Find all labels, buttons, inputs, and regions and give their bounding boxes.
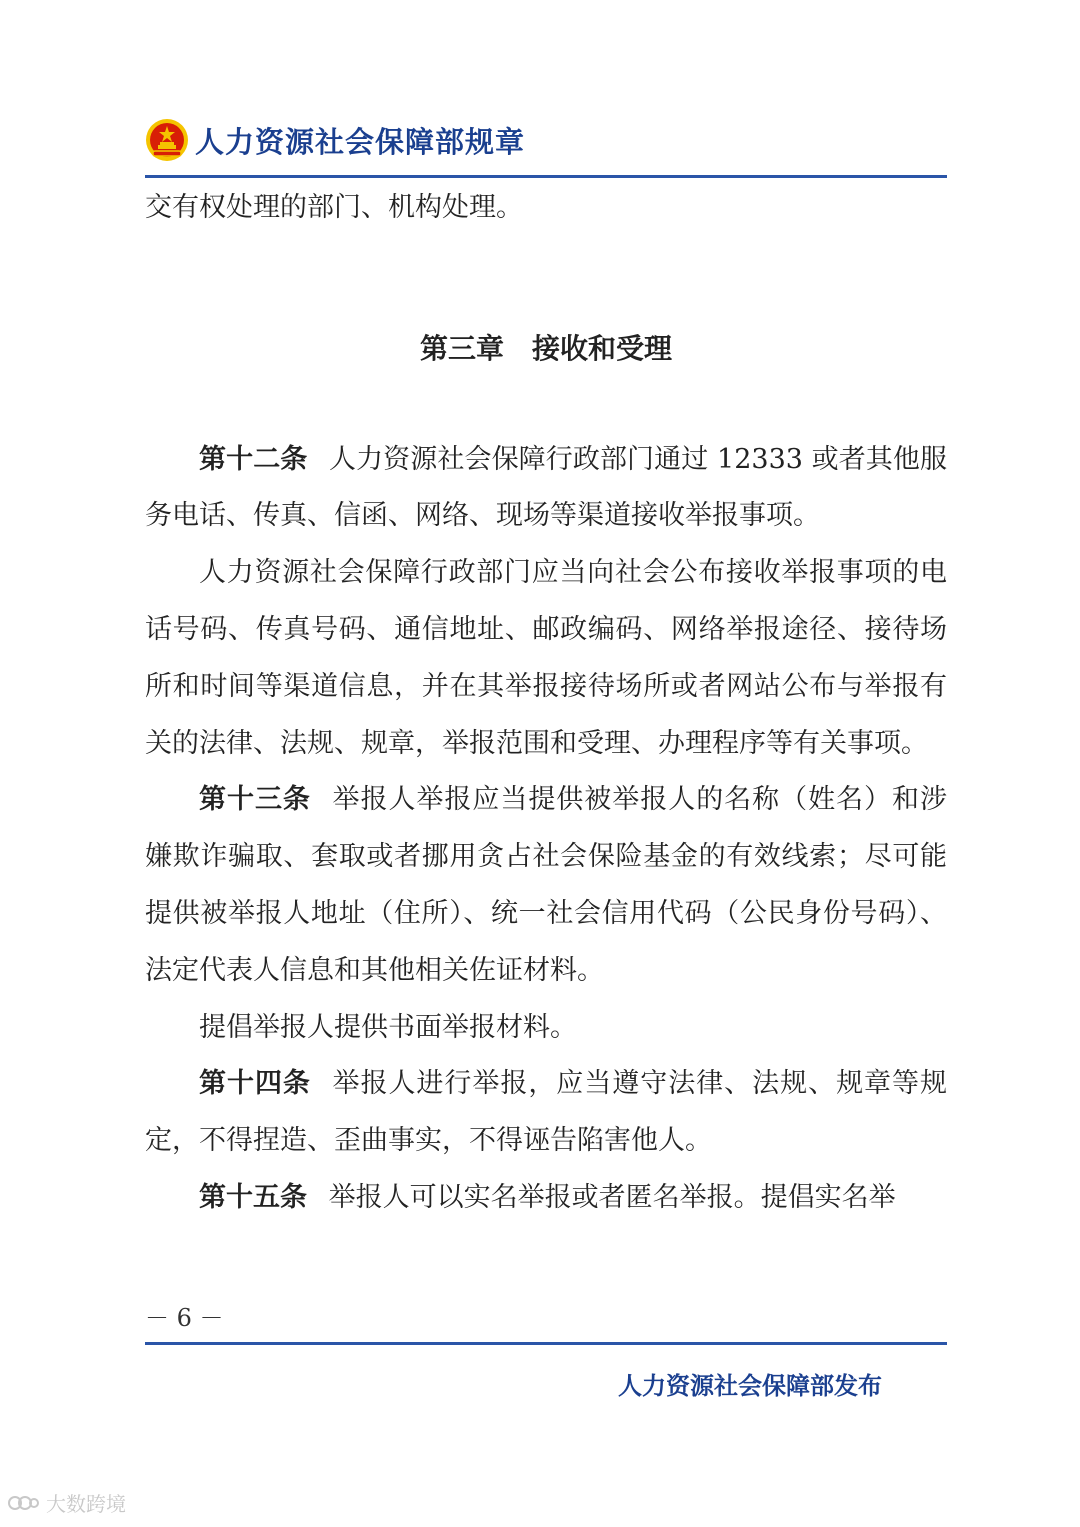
article-label: 第十五条 xyxy=(199,1181,307,1213)
article-text: 举报人可以实名举报或者匿名举报。提倡实名举 xyxy=(328,1181,896,1213)
watermark-text: 大数跨境 xyxy=(46,1492,126,1516)
document-header xyxy=(145,112,525,168)
article-label: 第十四条 xyxy=(199,1068,311,1100)
article-14 xyxy=(145,1056,947,1170)
chapter-title: 第三章 接收和受理 xyxy=(419,331,672,365)
article-text: 举报人举报应当提供被举报人的名称（姓名）和涉嫌欺诈骗取、套取或者挪用贪占社会保险基金的有效线索；尽可能提供被举报人地址（住所）、统一社会信用代码（公民身份号码）、法定代表人信息和其他相关佐证材料。 xyxy=(145,784,948,986)
publisher-footer: 人力资源社会保障部发布 xyxy=(618,1372,882,1400)
national-emblem-icon xyxy=(145,118,189,162)
header-title: 人力资源社会保障部规章 xyxy=(195,124,526,159)
article-15 xyxy=(145,1170,947,1227)
footer-divider xyxy=(145,1342,947,1345)
page-number: － 6 － xyxy=(145,1304,224,1332)
article-13 xyxy=(145,772,947,999)
article-13-paragraph-2 xyxy=(145,1000,947,1057)
paragraph-text: 提倡举报人提供书面举报材料。 xyxy=(199,1011,577,1043)
article-label: 第十二条 xyxy=(199,443,308,475)
logo-icon xyxy=(8,1493,40,1513)
article-label: 第十三条 xyxy=(199,784,311,816)
watermark xyxy=(8,1488,126,1517)
article-text: 举报人进行举报，应当遵守法律、法规、规章等规定，不得捏造、歪曲事实，不得诬告陷害他人。 xyxy=(145,1068,948,1157)
article-text: 人力资源社会保障行政部门通过 12333 或者其他服务电话、传真、信函、网络、现场等渠道接收举报事项。 xyxy=(145,443,947,532)
header-divider xyxy=(145,175,947,178)
paragraph-text: 人力资源社会保障行政部门应当向社会公布接收举报事项的电话号码、传真号码、通信地址、邮政编码、网络举报途径、接待场所和时间等渠道信息，并在其举报接待场所或者网站公布与举报有关的法律、法规、规章，举报范围和受理、办理程序等有关事项。 xyxy=(145,557,947,759)
document-body xyxy=(145,180,947,1227)
continuation-paragraph: 交有权处理的部门、机构处理。 xyxy=(145,192,523,223)
article-12 xyxy=(145,432,947,546)
article-12-paragraph-2 xyxy=(145,545,947,772)
